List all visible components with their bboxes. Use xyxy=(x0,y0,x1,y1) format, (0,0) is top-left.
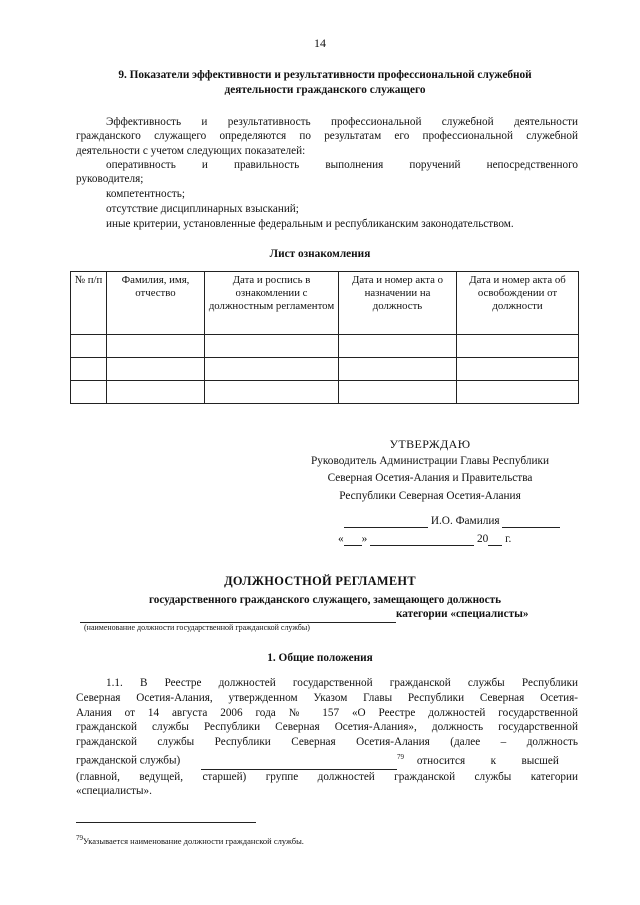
intro-line: Эффективность и результативность профессиональной служебной деятельности xyxy=(106,116,578,128)
position-field[interactable] xyxy=(201,754,397,770)
body-line: «специалисты». xyxy=(76,785,152,798)
page-number: 14 xyxy=(314,36,326,50)
section-9-title xyxy=(70,68,580,97)
body-line: гражданской службы Республики Северная Осетия-Алания», должность государственной xyxy=(76,721,578,734)
date-day-field[interactable] xyxy=(344,533,362,546)
table-cell[interactable] xyxy=(205,358,339,381)
ack-table xyxy=(70,271,579,404)
signer-name-line xyxy=(502,515,560,528)
table-row xyxy=(71,358,579,381)
date-year-suffix: г. xyxy=(505,533,512,545)
table-cell[interactable] xyxy=(457,358,579,381)
table-row xyxy=(71,381,579,404)
ack-header-cell: Дата и номер акта об освобождении от должности xyxy=(457,272,579,335)
approval-heading: УТВЕРЖДАЮ xyxy=(389,437,471,451)
paragraph-1-1 xyxy=(76,676,578,799)
table-cell[interactable] xyxy=(71,335,107,358)
approval-block xyxy=(250,436,610,505)
signature-row xyxy=(344,515,560,528)
general-provisions-title: 1. Общие положения xyxy=(267,652,373,664)
body-line: 1.1. В Реестре должностей государственной гражданской службы Республики xyxy=(106,677,578,689)
footnote-ref: 79 xyxy=(397,752,405,761)
position-hint: (наименование должности государственной гражданской службы) xyxy=(84,623,310,632)
date-quote-open: « xyxy=(338,533,344,545)
ack-header-cell: Дата и номер акта о назначении на должность xyxy=(339,272,457,335)
table-cell[interactable] xyxy=(107,381,205,404)
body-line: гражданской службы Республики Северная Осетия-Алания (далее – должность xyxy=(76,736,578,749)
approval-date-row xyxy=(338,533,511,546)
criteria-item: отсутствие дисциплинарных взысканий; xyxy=(106,203,299,215)
criteria-item: иные критерии, установленные федеральным и республиканским законодательством. xyxy=(106,218,514,230)
approval-line: Руководитель Администрации Главы Республики xyxy=(310,455,550,468)
table-cell[interactable] xyxy=(339,358,457,381)
date-month-field[interactable] xyxy=(370,533,474,546)
ack-header-cell: Фамилия, имя, отчество xyxy=(107,272,205,335)
intro-line: деятельности с учетом следующих показателей: xyxy=(76,144,306,157)
criteria-item: компетентность; xyxy=(106,188,185,200)
approval-line: Республики Северная Осетия-Алания xyxy=(339,489,521,502)
body-line xyxy=(76,750,578,770)
date-quote-close: » xyxy=(361,533,368,545)
table-cell[interactable] xyxy=(205,335,339,358)
section-9-intro xyxy=(76,115,578,158)
table-cell[interactable] xyxy=(457,381,579,404)
category-label: категории «специалисты» xyxy=(396,608,529,620)
table-cell[interactable] xyxy=(107,358,205,381)
table-cell[interactable] xyxy=(339,381,457,404)
body-text: гражданской службы) xyxy=(76,754,181,767)
body-text: относится к высшей xyxy=(416,754,559,767)
date-year-prefix: 20 xyxy=(476,533,489,545)
intro-line: гражданского служащего определяются по результатам его профессиональной служебной xyxy=(76,130,578,143)
table-cell[interactable] xyxy=(107,335,205,358)
ack-table-header-row xyxy=(71,272,579,335)
date-year-field[interactable] xyxy=(488,533,502,546)
body-line: Алания от 14 августа 2006 года № 157 «О Реестре должностей государственной xyxy=(76,706,578,719)
regulation-subtitle-line1: государственного гражданского служащего, замещающего должность xyxy=(148,594,502,606)
ack-header-cell: Дата и роспись в ознакомлении с должностным регламентом xyxy=(205,272,339,335)
section-9-title-line2: деятельности гражданского служащего xyxy=(224,83,426,96)
ack-header-cell: № п/п xyxy=(71,272,107,335)
criteria-item: оперативность и правильность выполнения поручений непосредственного xyxy=(106,159,578,171)
table-cell[interactable] xyxy=(457,335,579,358)
ack-sheet-title: Лист ознакомления xyxy=(269,248,371,260)
table-cell[interactable] xyxy=(205,381,339,404)
approval-line: Северная Осетия-Алания и Правительства xyxy=(327,472,533,485)
table-cell[interactable] xyxy=(71,358,107,381)
footnote xyxy=(76,834,304,846)
footnote-divider xyxy=(76,822,256,823)
section-9-title-line1: 9. Показатели эффективности и результативности профессиональной служебной xyxy=(118,69,532,81)
table-cell[interactable] xyxy=(71,381,107,404)
body-line: Северная Осетия-Алания, утвержденном Указом Главы Республики Северная Осетия- xyxy=(76,691,578,704)
position-name-field[interactable] xyxy=(80,607,396,623)
regulation-subtitle-line2 xyxy=(80,607,580,623)
regulation-title: ДОЛЖНОСТНОЙ РЕГЛАМЕНТ xyxy=(224,574,416,588)
footnote-marker: 79 xyxy=(76,834,83,842)
body-line: (главной, ведущей, старшей) группе должностей гражданской службы категории xyxy=(76,770,578,783)
criteria-item: руководителя; xyxy=(76,173,144,185)
table-row xyxy=(71,335,579,358)
table-cell[interactable] xyxy=(339,335,457,358)
signer-name: И.О. Фамилия xyxy=(430,515,500,527)
signature-line[interactable] xyxy=(344,515,428,528)
footnote-text: Указывается наименование должности гражданской службы. xyxy=(83,835,304,846)
